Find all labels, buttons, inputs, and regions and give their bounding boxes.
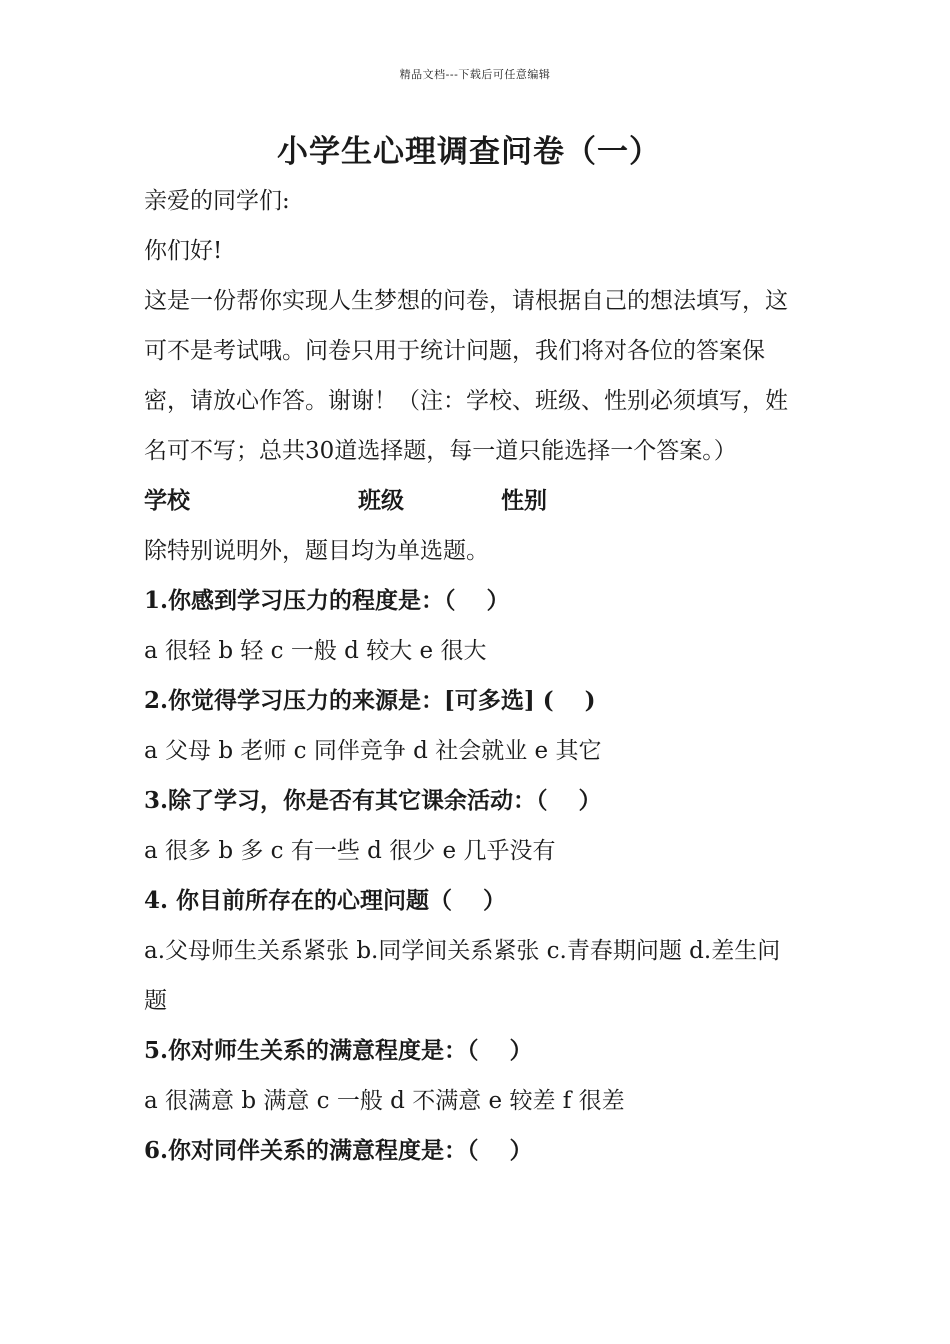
school-label: 学校 — [144, 487, 190, 514]
question-4-options: a.父母师生关系紧张 b.同学间关系紧张 c.青春期问题 d.差生问题 — [144, 938, 781, 1014]
page-title: 小学生心理调查问卷（一） — [277, 134, 661, 170]
question-2: 2.你觉得学习压力的来源是：[可多选] ( ) — [144, 687, 596, 714]
question-1: 1.你感到学习压力的程度是：（ ） — [144, 587, 510, 614]
greeting: 亲爱的同学们: — [144, 188, 290, 214]
hello-line: 你们好! — [144, 238, 223, 264]
question-6: 6.你对同伴关系的满意程度是：（ ） — [144, 1137, 533, 1164]
question-5-options: a 很满意 b 满意 c 一般 d 不满意 e 较差 f 很差 — [144, 1088, 625, 1114]
question-3-options: a 很多 b 多 c 有一些 d 很少 e 几乎没有 — [144, 838, 556, 864]
question-5: 5.你对师生关系的满意程度是：（ ） — [144, 1037, 533, 1064]
question-4: 4. 你目前所存在的心理问题（ ） — [144, 887, 507, 914]
document-body — [144, 176, 800, 1176]
question-2-options: a 父母 b 老师 c 同伴竞争 d 社会就业 e 其它 — [144, 738, 602, 764]
info-fields-row — [144, 476, 800, 526]
question-3: 3.除了学习，你是否有其它课余活动：（ ） — [144, 787, 602, 814]
gender-label: 性别 — [501, 487, 547, 514]
instruction-line: 除特别说明外，题目均为单选题。 — [144, 538, 489, 564]
question-1-options: a 很轻 b 轻 c 一般 d 较大 e 很大 — [144, 638, 487, 664]
intro-paragraph: 这是一份帮你实现人生梦想的问卷，请根据自己的想法填写，这可不是考试哦。问卷只用于统计问题，我们将对各位的答案保密，请放心作答。谢谢！（注：学校、班级、性别必须填写，姓名可不写；总共30道选择题，每一道只能选择一个答案。） — [144, 288, 788, 464]
header-note: 精品文档---下载后可任意编辑 — [399, 68, 551, 81]
class-label: 班级 — [358, 487, 404, 514]
